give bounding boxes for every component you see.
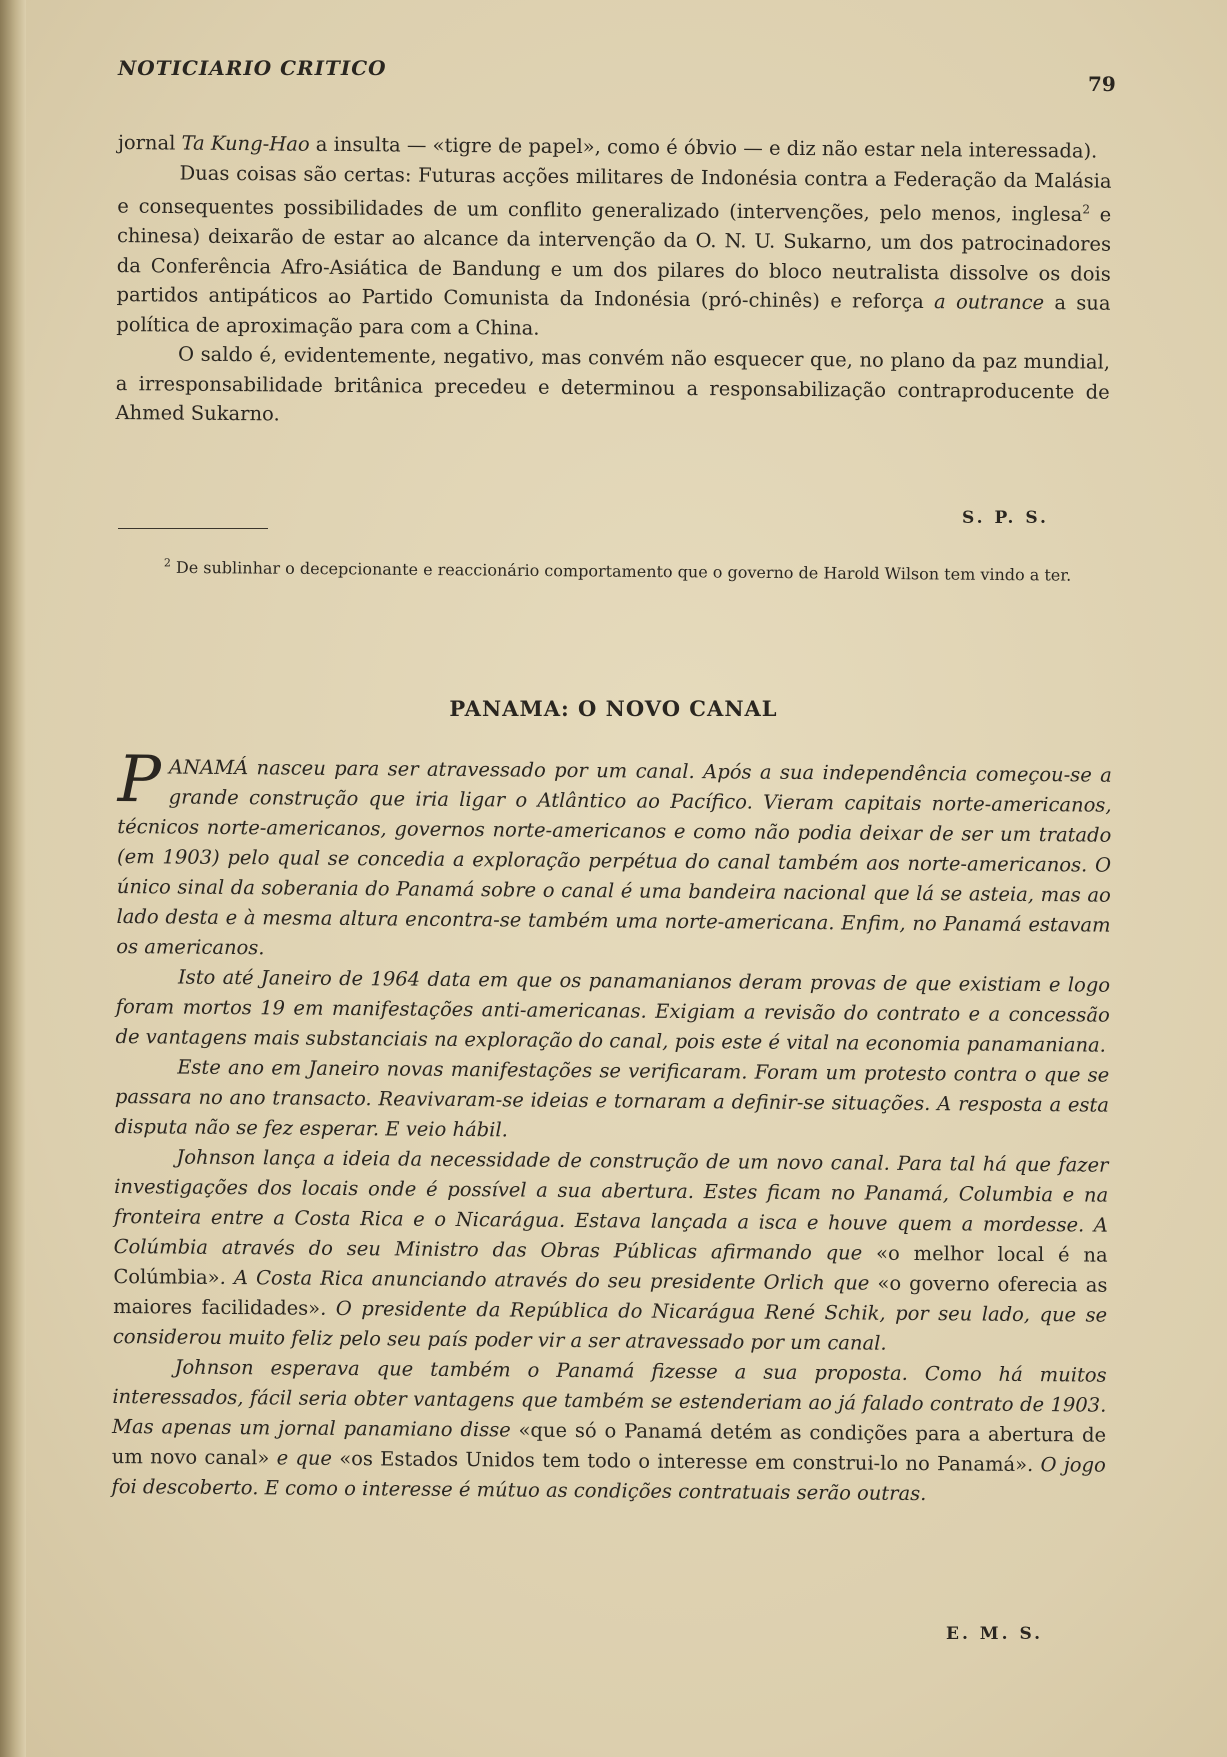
running-title: NOTICIARIO CRITICO — [118, 56, 387, 80]
paragraph: O saldo é, evidentemente, negativo, mas convém não esquecer que, no plano da paz mundial, a irresponsabilidade britânica precedeu e determinou a responsabilização contraproducente de Ahmed Sukarno. — [115, 342, 1111, 426]
paragraph: Isto até Janeiro de 1964 data em que os panamanianos deram provas de que existiam e logo foram mortos 19 em manifestações anti-americanas. Exigiam a revisão do contrato e a concessão de vantagens mais substanciais na exploração do canal, pois este é vital na economia panamaniana. — [115, 965, 1111, 1057]
article-title: PANAMA: O NOVO CANAL — [449, 696, 778, 721]
book-spine-shadow — [0, 0, 26, 1757]
footnote-divider — [118, 528, 268, 529]
article-signature: E. M. S. — [946, 1624, 1044, 1644]
previous-article-signature: S. P. S. — [962, 508, 1049, 528]
paragraph: Johnson lança a ideia da necessidade de construção de um novo canal. Para tal há que fazer investigações dos locais onde é possível a sua abertura. Estes ficam no Panamá, Columbia e na fronteira entre a Costa Rica e o Nicarágua. Estava lançada a isca e houve quem a mordesse. A Colúmbia através do seu Ministro das Obras Públicas afirmando que «o melhor local é na Colúmbia». A Costa Rica anunciando através do seu presidente Orlich que «o governo oferecia as maiores facilidades». O presidente da República do Nicarágua René Schik, por seu lado, que se considerou muito feliz pelo seu país poder vir a ser atravessado por um canal. — [112, 1145, 1109, 1355]
paragraph: Este ano em Janeiro novas manifestações se verificaram. Foram um protesto contra o que se passara no ano transacto. Reavivaram-se ideias e tornaram a definir-se situações. A resposta a esta disputa não se fez esperar. E veio hábil. — [114, 1055, 1110, 1142]
paragraph: PANAMÁ nasceu para ser atravessado por um canal. Após a sua independência começou-se a grande construção que iria ligar o Atlântico ao Pacífico. Vieram capitais norte-americanos, técnicos norte-americanos, governos norte-americanos e como não podia deixar de ser um tratado (em 1903) pelo qual se concedia a exploração perpétua do canal também aos norte-americanos. O único sinal da soberania do Panamá sobre o canal é uma bandeira nacional que lá se asteia, mas ao lado desta e à mesma altura encontra-se também uma norte-americana. Enfim, no Panamá estavam os americanos. — [116, 743, 1112, 960]
paragraph: jornal Ta Kung-Hao a insulta — «tigre de papel», como é óbvio — e diz não estar nela interessada). — [117, 130, 1098, 163]
paragraph: Duas coisas são certas: Futuras acções militares de Indonésia contra a Federação da Malásia e consequentes possibilidades de um conflito generalizado (intervenções, pelo menos, inglesa$^2$ e chinesa) deixarão de estar ao alcance da intervenção da O. N. U. Sukarno, um dos patrocinadores da Conferência Afro-Asiática de Bandung e um dos pilares do bloco neutralista dissolve os dois partidos antipáticos ao Partido Comunista da Indonésia (pró-chinês) e reforça a outrance a sua política de aproximação para com a China. — [116, 161, 1112, 340]
footnote: $^2$ De sublinhar o decepcionante e reaccionário comportamento que o governo de Harold Wilson tem vindo a ter. — [163, 556, 1072, 585]
article-body — [111, 743, 1112, 1511]
paragraph: Johnson esperava que também o Panamá fizesse a sua proposta. Como há muitos interessados, fácil seria obter vantagens que também se estenderiam ao já falado contrato de 1903. Mas apenas um jornal panamiano disse «que só o Panamá detém as condições para a abertura de um novo canal» e que «os Estados Unidos tem todo o interesse em construi-lo no Panamá». O jogo foi descoberto. E como o interesse é mútuo as condições contratuais serão outras. — [111, 1355, 1107, 1506]
previous-article-text — [115, 128, 1112, 436]
page-number: 79 — [1088, 72, 1116, 96]
drop-cap: P — [117, 743, 162, 818]
footnote-reference: 2 — [1082, 202, 1091, 217]
footnote-mark: 2 — [163, 556, 171, 570]
